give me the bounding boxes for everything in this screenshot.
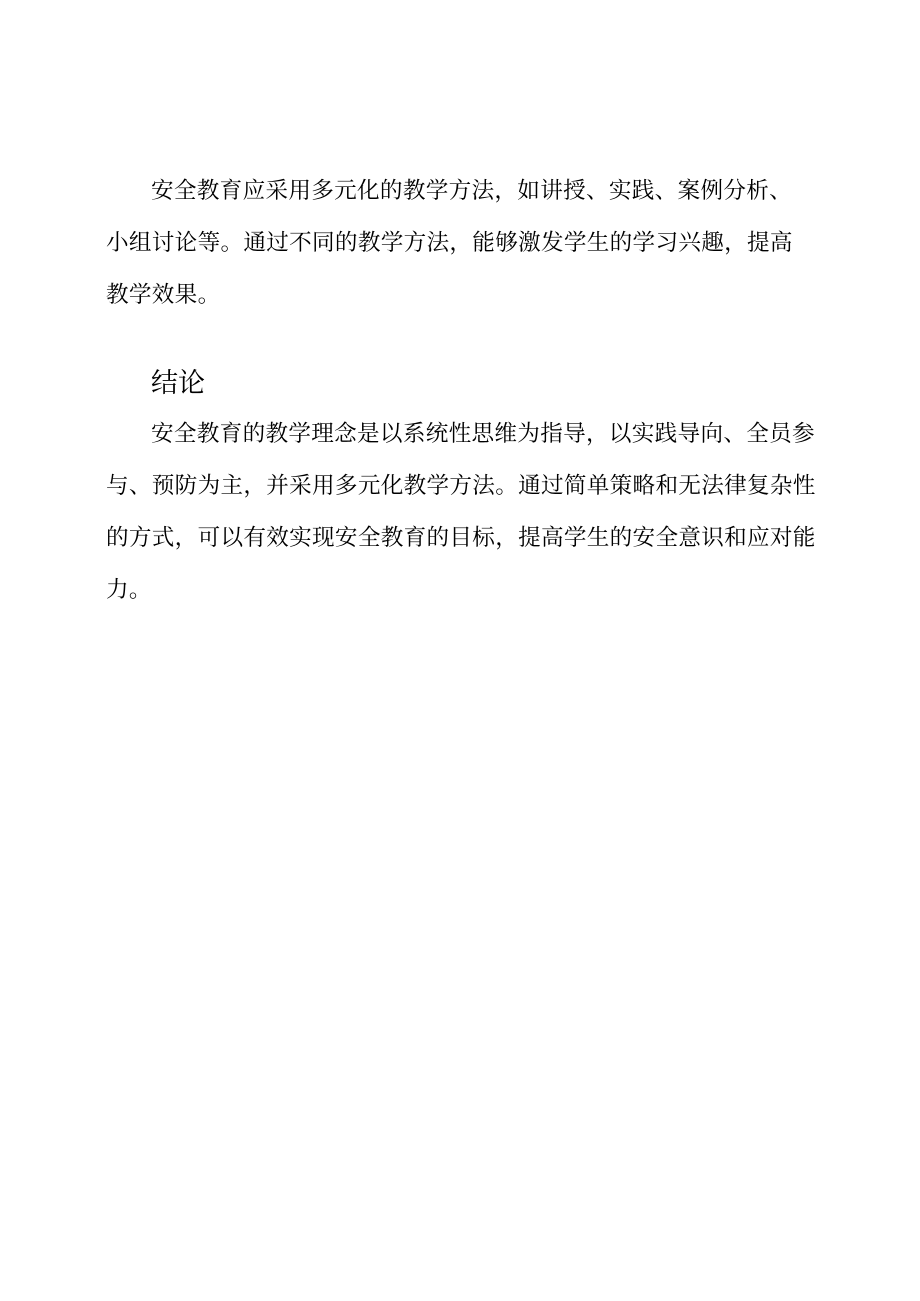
paragraph-teaching-methods: 安全教育应采用多元化的教学方法，如讲授、实践、案例分析、小组讨论等。通过不同的教学方法，能够激发学生的学习兴趣，提高教学效果。 — [106, 178, 793, 308]
section-heading-conclusion: 结论 — [151, 368, 205, 399]
paragraph-conclusion: 安全教育的教学理念是以系统性思维为指导，以实践导向、全员参与、预防为主，并采用多元化教学方法。通过简单策略和无法律复杂性的方式，可以有效实现安全教育的目标，提高学生的安全意识和应对能力。 — [106, 421, 816, 603]
